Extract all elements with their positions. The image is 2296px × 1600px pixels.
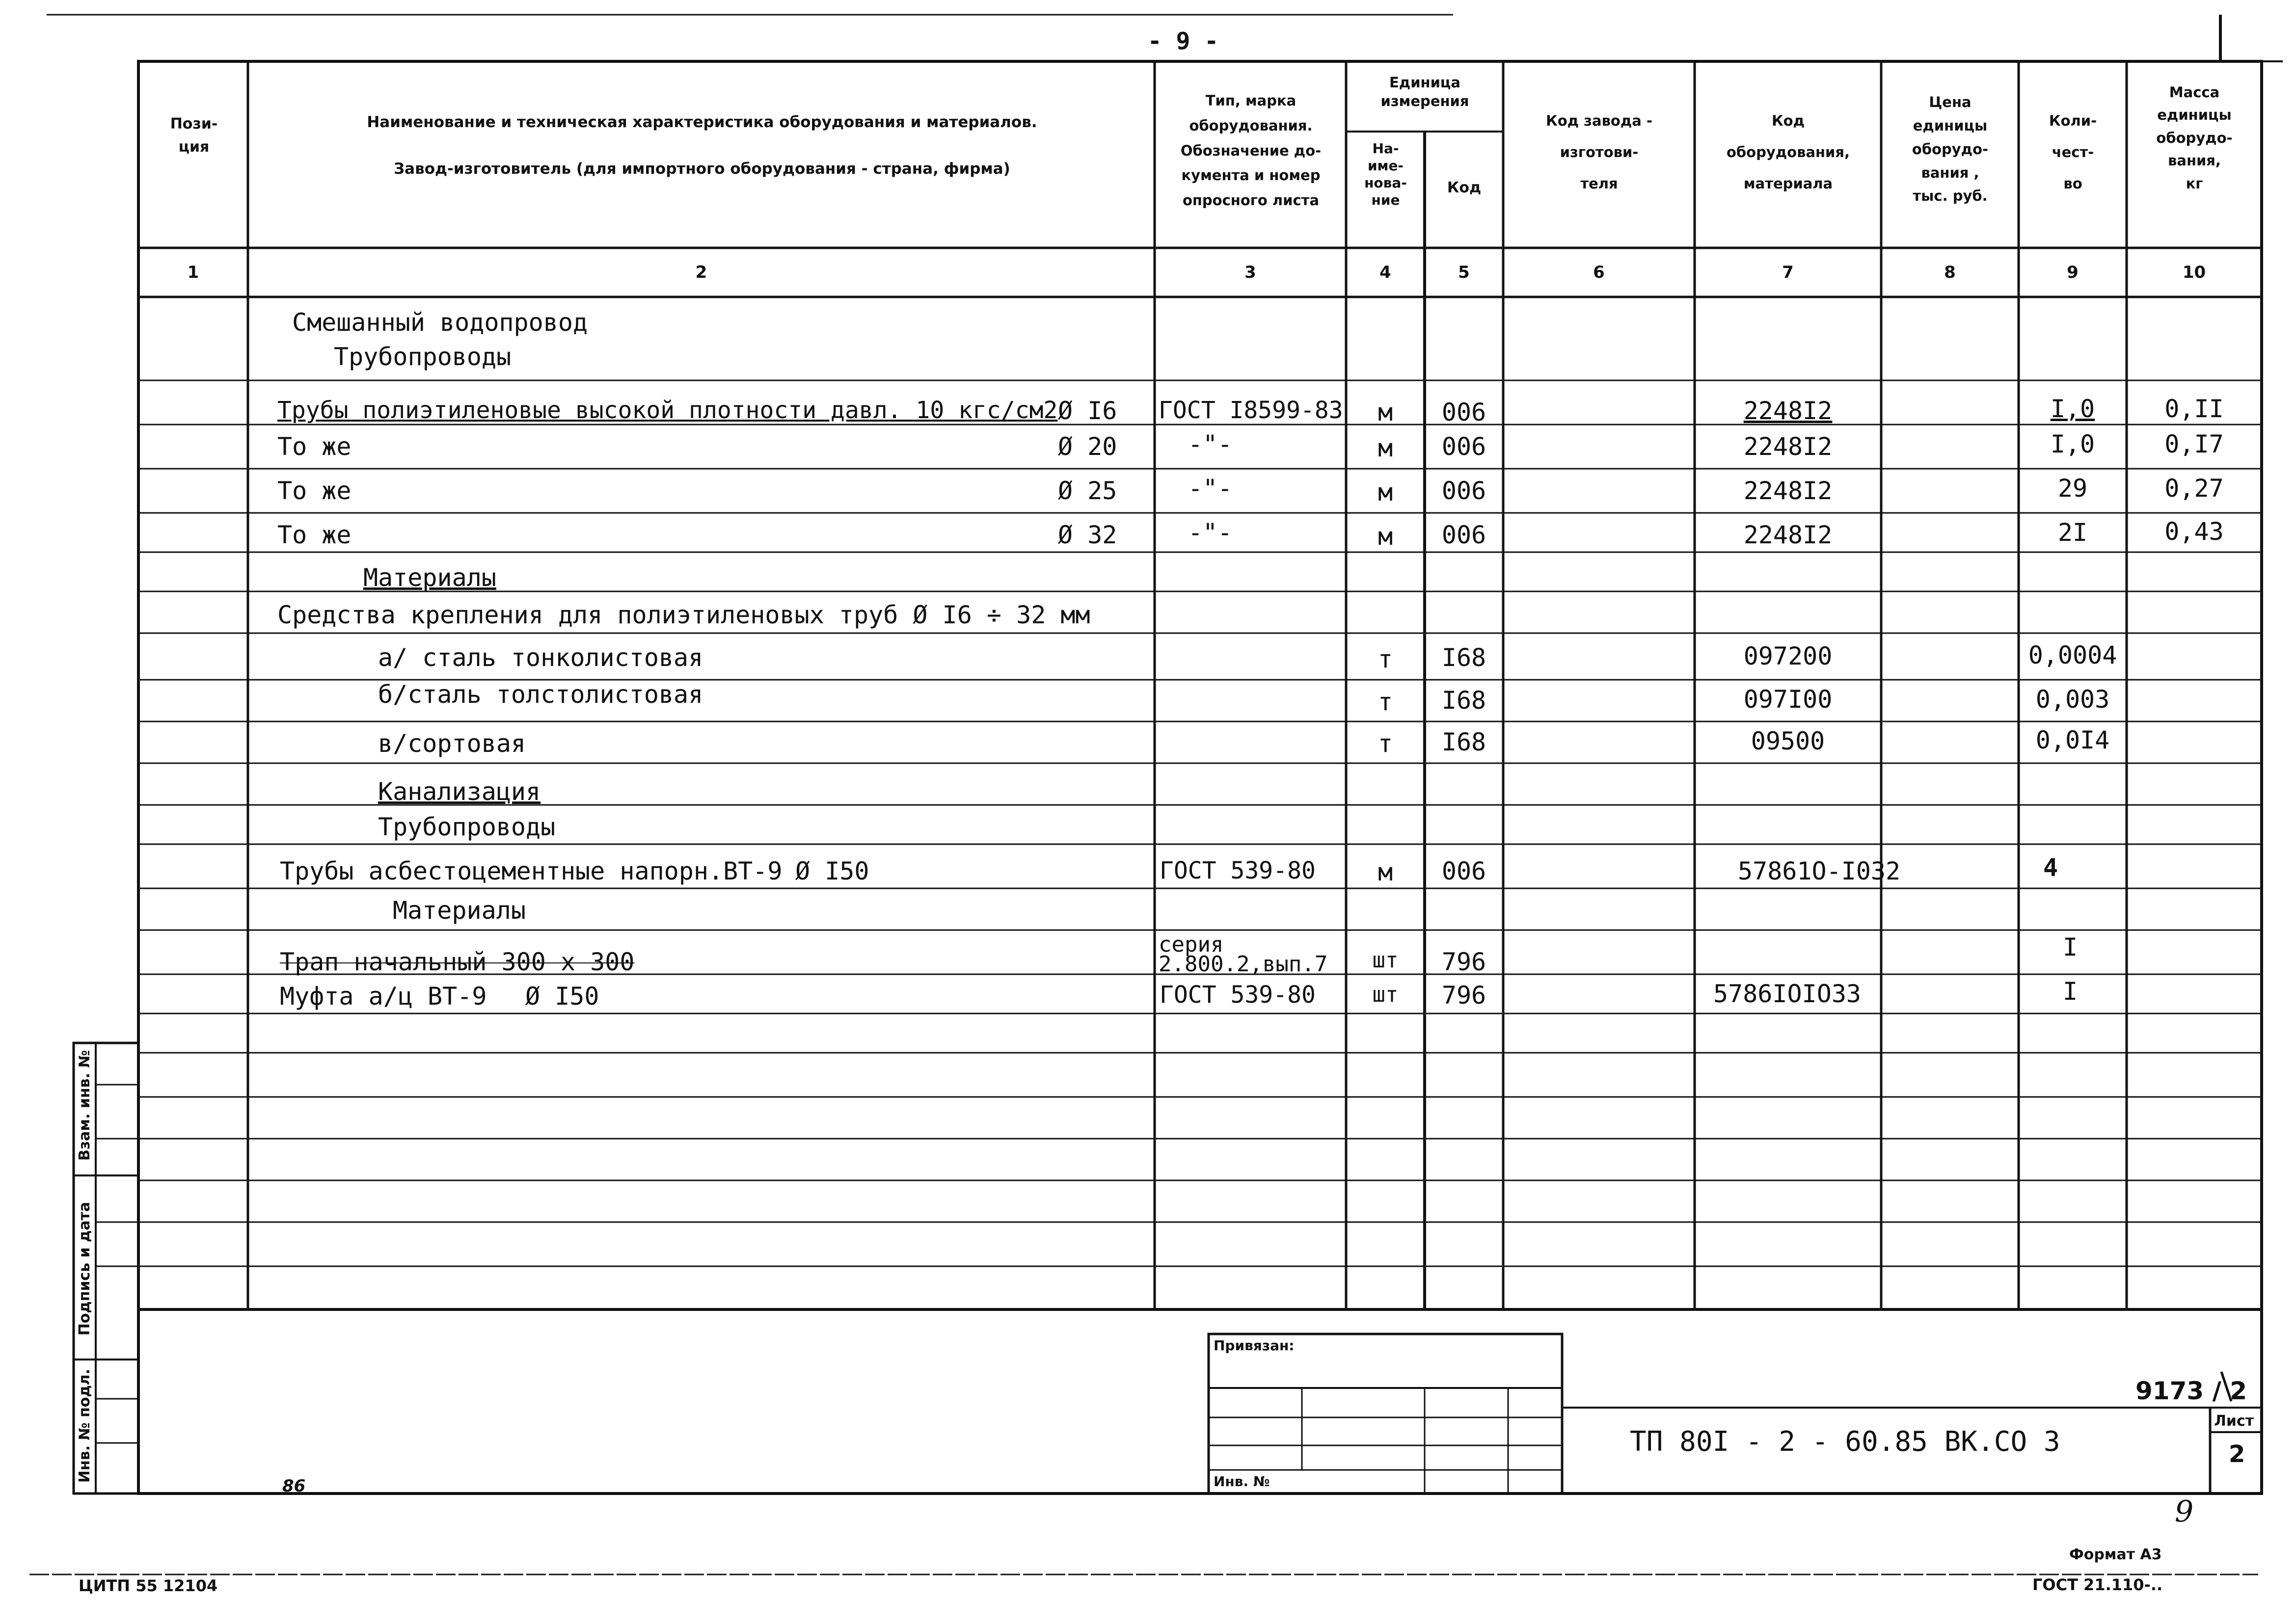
row-qty: I — [2062, 977, 2078, 1006]
row-qty: I,0 — [2050, 395, 2095, 423]
citp-label: ЦИТП 55 12104 — [79, 1576, 218, 1595]
row-mass: 0,II — [2164, 395, 2224, 423]
format-label: Формат А3 — [2069, 1546, 2162, 1563]
col-num-8: 8 — [1944, 263, 1956, 282]
row-code: 006 — [1441, 432, 1486, 461]
row-equip-code: 57861O-I032 — [1738, 857, 1901, 885]
row-mass: 0,I7 — [2164, 430, 2224, 458]
page-marker: - 9 - — [1147, 27, 1219, 55]
row-type: -"- — [1188, 430, 1233, 458]
col-num-6: 6 — [1593, 263, 1605, 282]
row-code: I68 — [1441, 686, 1486, 715]
row-name: Средства крепления для полиэтиленовых труб Ø I6 ÷ 32 мм — [277, 601, 1090, 629]
row-equip-code: 2248I2 — [1743, 521, 1833, 549]
row-diameter: Ø 32 — [1058, 521, 1117, 549]
row-equip-code: 2248I2 — [1743, 397, 1833, 425]
row-name: в/сортовая — [378, 729, 526, 758]
header-name-line2: Завод-изготовитель (для импортного оборудования - страна, фирма) — [394, 160, 1010, 178]
row-name: То же — [277, 432, 351, 461]
row-qty: 2I — [2057, 518, 2088, 547]
row-name: Трубопроводы — [334, 343, 512, 371]
row-diameter: Ø I50 — [795, 857, 869, 885]
stamp-inv: Инв. № подл. — [76, 1368, 93, 1483]
col-num-7: 7 — [1782, 263, 1794, 282]
row-name: То же — [277, 477, 351, 505]
header-unit-group: Единица измерения — [1380, 74, 1469, 109]
row-unit: м — [1378, 522, 1393, 551]
row-code: I68 — [1441, 728, 1486, 756]
row-unit: м — [1378, 398, 1393, 427]
header-type: Тип, марка оборудования. Обозначение до- кумента и номер опросного листа — [1180, 92, 1322, 209]
row-qty: I,0 — [2050, 430, 2095, 458]
col-num-2: 2 — [695, 263, 707, 282]
row-name: Материалы — [363, 563, 496, 592]
header-factory-code: Код завода - изготови- теля — [1546, 112, 1652, 192]
stamp-podpis: Подпись и дата — [76, 1201, 93, 1336]
row-unit: шт — [1372, 948, 1399, 973]
col-num-1: 1 — [187, 263, 199, 282]
sheet-number: 2 — [2229, 1440, 2245, 1468]
row-qty: 0,003 — [2035, 685, 2110, 714]
row-code: 006 — [1441, 477, 1486, 505]
row-code: I68 — [1441, 643, 1486, 672]
row-qty: 4 — [2043, 853, 2058, 882]
row-unit: т — [1378, 688, 1393, 716]
row-equip-code: 5786IOIO33 — [1713, 980, 1862, 1008]
header-price: Цена единицы оборудо- вания , тыс. руб. — [1912, 94, 1989, 205]
row-equip-code: 09500 — [1751, 727, 1825, 755]
row-name: Материалы — [393, 896, 526, 925]
row-diameter: Ø 20 — [1058, 432, 1117, 461]
row-name: Трубы асбестоцементные напорн.ВТ-9 — [280, 857, 783, 885]
row-name: Трубы полиэтиленовые высокой плотности давл. 10 кгс/см2 — [277, 397, 1058, 424]
header-name-line1: Наименование и техническая характеристика оборудования и материалов. — [367, 113, 1037, 131]
sheet-label: Лист — [2214, 1413, 2254, 1430]
title-inv-no: Инв. № — [1214, 1473, 1270, 1490]
header-position: Пози- ция — [170, 115, 218, 156]
col-num-3: 3 — [1244, 263, 1256, 282]
row-code: 796 — [1441, 948, 1486, 976]
row-code: 006 — [1441, 521, 1486, 549]
row-name: Смешанный водопровод — [292, 308, 588, 337]
row-unit: м — [1378, 434, 1393, 462]
col-num-4: 4 — [1379, 263, 1391, 282]
row-unit: м — [1378, 858, 1393, 886]
row-qty: 0,0I4 — [2035, 726, 2110, 754]
col-num-9: 9 — [2067, 263, 2079, 282]
row-qty: 29 — [2057, 474, 2088, 503]
doc-code: ТП 80I - 2 - 60.85 ВК.СО 3 — [1630, 1426, 2060, 1458]
row-name: То же — [277, 521, 351, 549]
title-privyazan: Привязан: — [1214, 1337, 1295, 1354]
row-name: б/сталь толстолистовая — [378, 680, 703, 709]
row-diameter: Ø I6 — [1058, 397, 1117, 425]
row-diameter: Ø I50 — [525, 982, 599, 1011]
row-qty: 0,0004 — [2028, 641, 2117, 669]
row-code: 006 — [1441, 857, 1486, 885]
header-unit-code: Код — [1447, 179, 1482, 196]
row-name: а/ сталь тонколистовая — [378, 643, 703, 672]
stamp-vzam: Взам. инв. № — [76, 1050, 93, 1161]
header-qty: Коли- чест- во — [2049, 112, 2097, 192]
archive-number: 9173 / 2 — [2135, 1377, 2247, 1405]
handwritten-mark: 9 — [2175, 1494, 2194, 1529]
row-equip-code: 2248I2 — [1743, 477, 1833, 505]
row-name: Канализация — [378, 777, 541, 806]
col-num-10: 10 — [2182, 263, 2206, 282]
row-type: ГОСТ I8599-83 — [1159, 397, 1343, 424]
row-name: Трубопроводы — [378, 813, 556, 841]
row-equip-code: 097200 — [1743, 642, 1833, 670]
left-note: 86 — [282, 1476, 306, 1496]
row-type: ГОСТ 539-80 — [1160, 981, 1316, 1009]
row-unit: т — [1378, 729, 1393, 758]
header-unit-name: На- име- нова- ние — [1364, 140, 1407, 208]
row-equip-code: 097I00 — [1743, 685, 1833, 714]
row-equip-code: 2248I2 — [1743, 432, 1833, 461]
row-code: 796 — [1441, 981, 1486, 1010]
row-unit: м — [1378, 478, 1393, 507]
row-type: серия 2.800.2,вып.7 — [1159, 935, 1328, 975]
row-unit: т — [1378, 645, 1393, 673]
row-type: ГОСТ 539-80 — [1160, 857, 1316, 884]
col-num-5: 5 — [1458, 263, 1470, 282]
row-mass: 0,43 — [2164, 517, 2224, 546]
row-type: -"- — [1188, 474, 1233, 503]
row-unit: шт — [1372, 982, 1399, 1007]
row-mass: 0,27 — [2164, 474, 2224, 503]
row-type: -"- — [1188, 518, 1233, 547]
header-mass: Масса единицы оборудо- вания, кг — [2156, 84, 2233, 192]
gost-label: ГОСТ 21.110-.. — [2032, 1575, 2163, 1594]
row-diameter: Ø 25 — [1058, 477, 1117, 505]
row-name: Трап начальный 300 х 300 — [280, 948, 635, 976]
header-equip-code: Код оборудования, материала — [1726, 112, 1850, 192]
row-code: 006 — [1441, 398, 1486, 427]
row-name: Муфта а/ц ВТ-9 — [280, 982, 487, 1011]
row-qty: I — [2062, 933, 2078, 961]
